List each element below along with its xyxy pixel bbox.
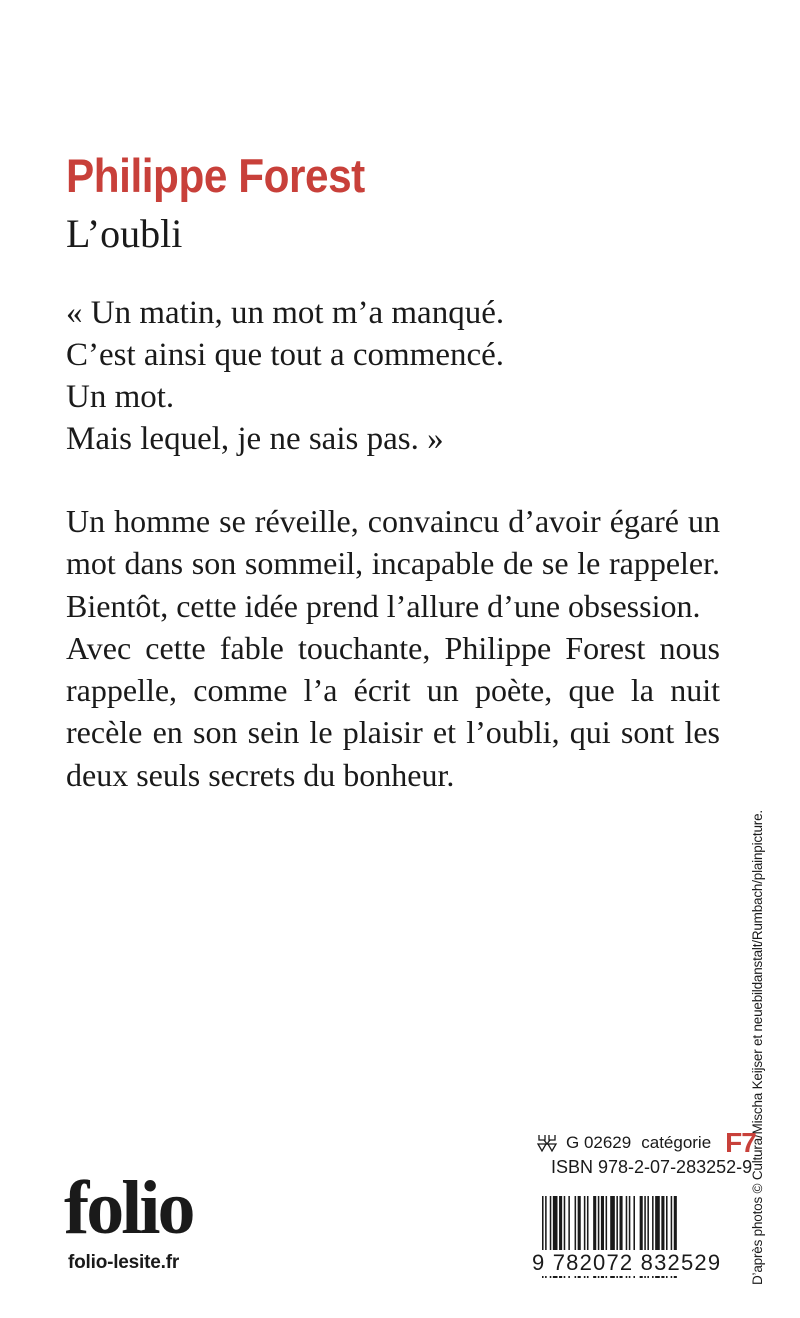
photo-credit: D’après photos © Cultura/Mischa Keijser et neuebildanstalt/Rumbach/plainpicture.: [750, 810, 765, 1285]
quote-line: C’est ainsi que tout a commencé.: [66, 337, 505, 373]
price-code: G 02629: [566, 1133, 632, 1152]
book-blurb: [66, 500, 720, 796]
isbn-number: ISBN 978-2-07-283252-9: [551, 1157, 753, 1177]
opening-quote: [66, 292, 504, 460]
publisher-logo: folio: [64, 1166, 193, 1250]
author-name: Philippe Forest: [66, 149, 365, 202]
quote-line: Un mot.: [66, 379, 175, 415]
book-title: L’oubli: [66, 211, 183, 256]
quote-line: « Un matin, un mot m’a manqué.: [66, 295, 505, 331]
blurb-paragraph: Avec cette fable touchante, Philippe Forest nous rappelle, comme l’a écrit un poète, que la nuit recèle en son sein le plaisir et l’oubli, qui sont les deux seuls secrets du bonheur.: [66, 629, 720, 793]
publisher-mark-icon: [536, 1133, 558, 1153]
quote-line: Mais lequel, je ne sais pas. »: [66, 421, 444, 457]
category-label: catégorie: [641, 1133, 712, 1152]
barcode-digits: 9 782072 832529: [532, 1250, 722, 1275]
price-code-line: [536, 1127, 756, 1159]
publisher-website: folio-lesite.fr: [68, 1252, 180, 1273]
category-value: F7: [725, 1127, 756, 1158]
blurb-paragraph: Un homme se réveille, convaincu d’avoir égaré un mot dans son sommeil, incapable de se le rappeler. Bientôt, cette idée prend l’allure d’une obsession.: [66, 503, 720, 624]
